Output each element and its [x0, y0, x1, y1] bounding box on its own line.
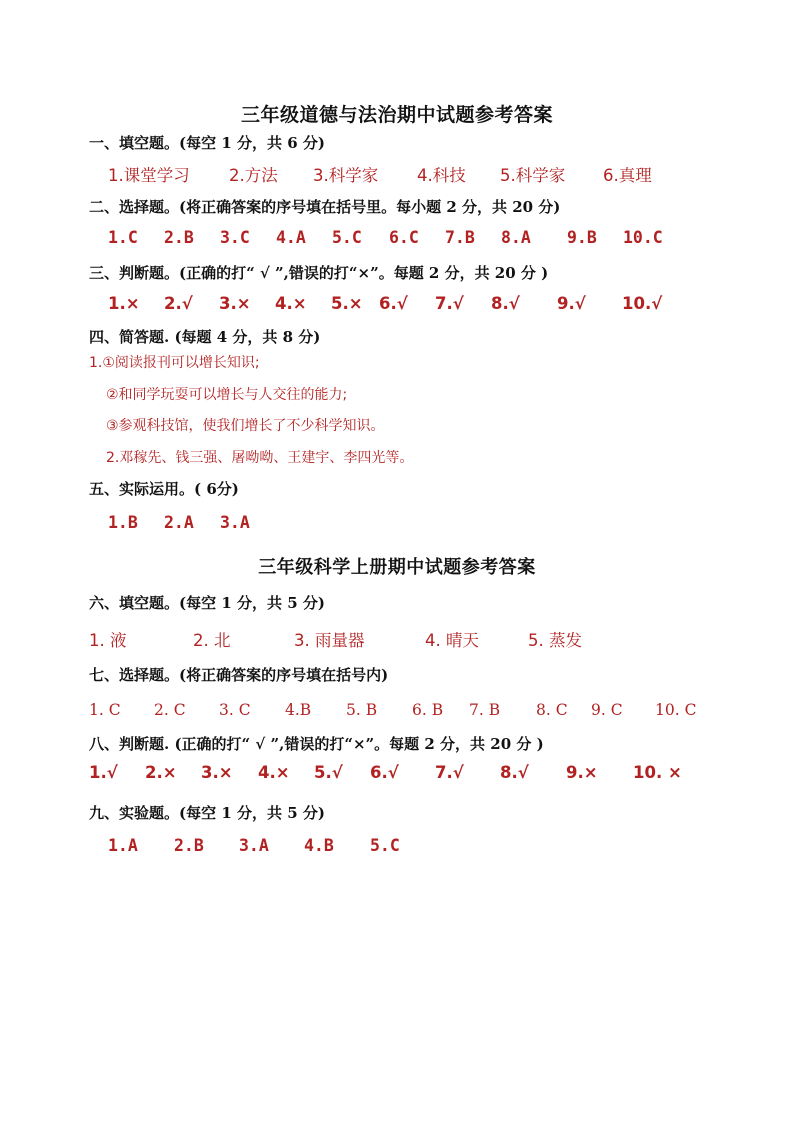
answer-item: 7.√: [435, 294, 464, 313]
answer-item: 3.C: [220, 228, 250, 247]
answer-item: 6.C: [389, 228, 419, 247]
answer-item: 9. C: [591, 701, 623, 719]
answer-item: 5.C: [332, 228, 362, 247]
answer-item: 5.科学家: [500, 166, 566, 185]
answer-item: 6.√: [370, 763, 399, 782]
section-7-heading: 七、选择题。(将正确答案的序号填在括号内): [89, 666, 389, 684]
answer-item: 1.B: [108, 513, 138, 532]
answer-item: 9.×: [566, 763, 598, 782]
answer-item: 3. C: [219, 701, 251, 719]
answer-item: 9.√: [557, 294, 586, 313]
answer-item: 9.B: [567, 228, 597, 247]
answer-item: 3.A: [239, 836, 269, 855]
section-3-heading: 三、判断题。(正确的打“ √ ”,错误的打“×”。每题 2 分，共 20 分 ): [89, 264, 549, 282]
answer-item: 5. B: [346, 701, 378, 719]
answer-item: 5.C: [370, 836, 400, 855]
answer-item: 7.√: [435, 763, 464, 782]
answer-item: 7.B: [445, 228, 475, 247]
page-title-science: 三年级科学上册期中试题参考答案: [258, 557, 536, 578]
answer-item: 2. 北: [193, 631, 231, 650]
short-answer-line: ②和同学玩耍可以增长与人交往的能力;: [106, 387, 348, 403]
answer-item: 3.科学家: [313, 166, 379, 185]
answer-item: 1.课堂学习: [108, 166, 190, 185]
answer-item: 3.×: [201, 763, 233, 782]
answer-item: 10.√: [622, 294, 663, 313]
answer-item: 2.A: [164, 513, 194, 532]
answer-item: 4.A: [276, 228, 306, 247]
short-answer-line: 2.邓稼先、钱三强、屠呦呦、王建宇、李四光等。: [106, 450, 414, 466]
section-4-heading: 四、简答题. (每题 4 分，共 8 分): [89, 328, 321, 346]
answer-item: 4.×: [275, 294, 307, 313]
answer-item: 1. C: [89, 701, 121, 719]
answer-item: 1.A: [108, 836, 138, 855]
answer-item: 5. 蒸发: [528, 631, 582, 650]
answer-item: 8.√: [500, 763, 529, 782]
answer-item: 6.真理: [603, 166, 652, 185]
answer-item: 2.B: [174, 836, 204, 855]
answer-item: 4.×: [258, 763, 290, 782]
answer-item: 5.×: [331, 294, 363, 313]
answer-item: 7. B: [469, 701, 501, 719]
answer-item: 8.A: [501, 228, 531, 247]
answer-item: 8. C: [536, 701, 568, 719]
answer-item: 1.√: [89, 763, 118, 782]
answer-item: 2.√: [164, 294, 193, 313]
section-1-heading: 一、填空题。(每空 1 分，共 6 分): [89, 134, 325, 152]
section-9-heading: 九、实验题。(每空 1 分，共 5 分): [89, 804, 325, 822]
answer-item: 4.B: [285, 701, 312, 719]
answer-item: 1.C: [108, 228, 138, 247]
answer-item: 8.√: [491, 294, 520, 313]
section-6-heading: 六、填空题。(每空 1 分，共 5 分): [89, 594, 325, 612]
section-5-heading: 五、实际运用。( 6分): [89, 480, 239, 498]
section-2-heading: 二、选择题。(将正确答案的序号填在括号里。每小题 2 分，共 20 分): [89, 198, 561, 216]
answer-item: 10.C: [623, 228, 663, 247]
answer-item: 1.×: [108, 294, 140, 313]
answer-item: 4.科技: [417, 166, 466, 185]
answer-item: 10. ×: [633, 763, 682, 782]
answer-item: 3.A: [220, 513, 250, 532]
answer-item: 10. C: [655, 701, 697, 719]
answer-item: 2. C: [154, 701, 186, 719]
short-answer-line: ③参观科技馆，使我们增长了不少科学知识。: [106, 418, 385, 434]
answer-item: 3.×: [219, 294, 251, 313]
answer-item: 6.√: [379, 294, 408, 313]
answer-item: 5.√: [314, 763, 343, 782]
answer-item: 6. B: [412, 701, 444, 719]
answer-item: 2.方法: [229, 166, 278, 185]
answer-item: 2.×: [145, 763, 177, 782]
answer-item: 3. 雨量器: [294, 631, 365, 650]
answer-item: 4.B: [304, 836, 334, 855]
answer-item: 2.B: [164, 228, 194, 247]
answer-item: 1. 液: [89, 631, 127, 650]
short-answer-line: 1.①阅读报刊可以增长知识;: [89, 355, 260, 371]
section-8-heading: 八、判断题. (正确的打“ √ ”,错误的打“×”。每题 2 分，共 20 分 ): [89, 735, 544, 753]
page-title-morality: 三年级道德与法治期中试题参考答案: [240, 104, 553, 126]
answer-item: 4. 晴天: [425, 631, 479, 650]
